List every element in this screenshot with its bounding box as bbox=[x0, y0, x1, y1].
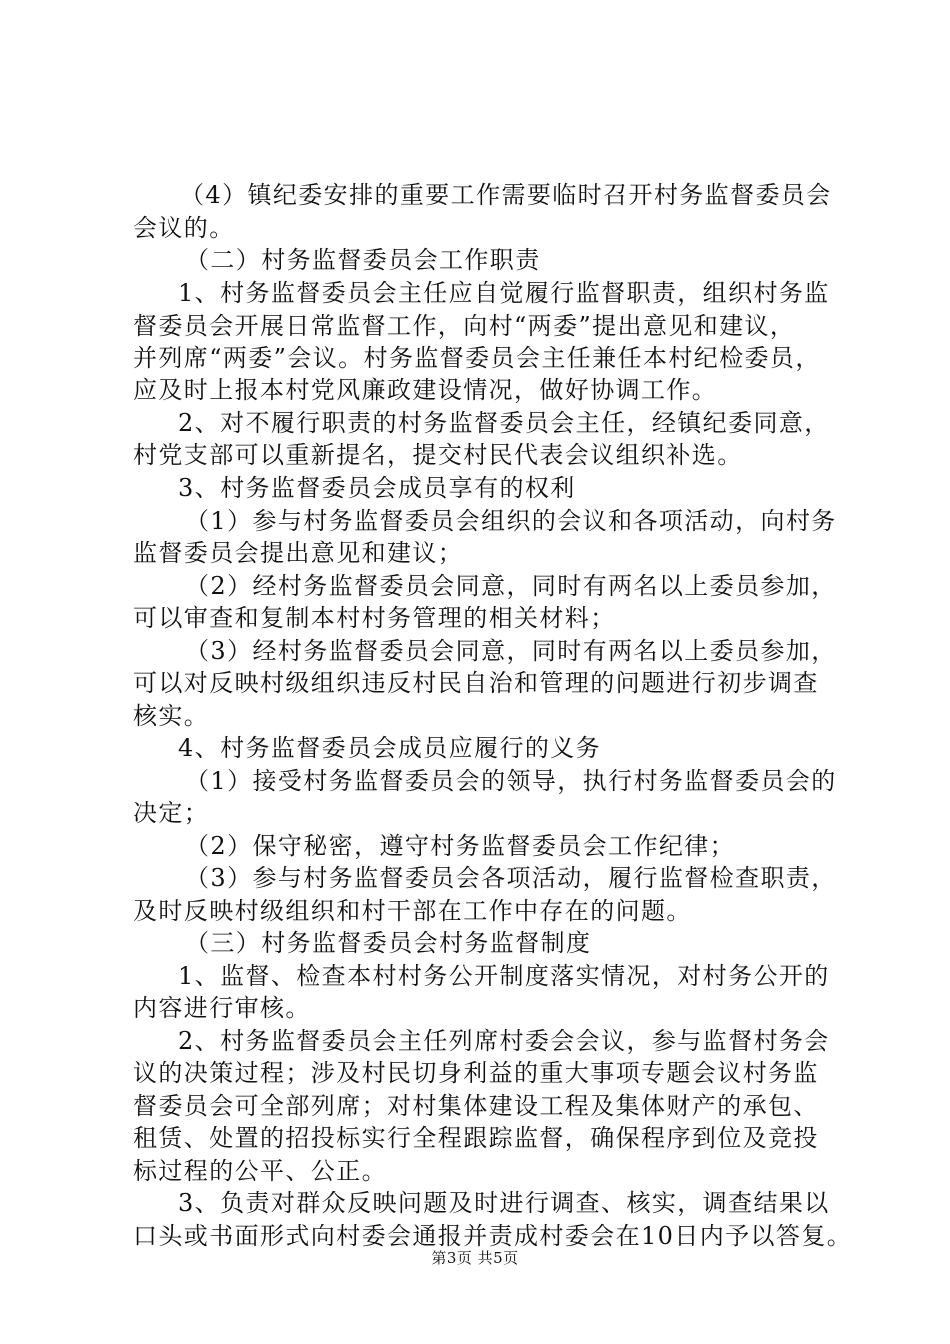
text-line: 内容进行审核。 bbox=[133, 994, 311, 1022]
text-line: 议的决策过程；涉及村民切身利益的重大事项专题会议村务监 bbox=[133, 1059, 819, 1087]
section-heading: （三）村务监督委员会村务监督制度 bbox=[185, 929, 592, 957]
text-line: 可以审查和复制本村村务管理的相关材料； bbox=[133, 604, 616, 632]
page-number-footer: 第3页 共5页 bbox=[431, 1249, 519, 1267]
text-line: 可以对反映村级组织违反村民自治和管理的问题进行初步调查 bbox=[133, 669, 819, 697]
text-line: 1、监督、检查本村村务公开制度落实情况，对村务公开的 bbox=[178, 962, 830, 990]
text-line: 督委员会开展日常监督工作，向村“两委”提出意见和建议， bbox=[133, 312, 796, 340]
text-line: 2、村务监督委员会主任列席村委会会议，参与监督村务会 bbox=[178, 1027, 830, 1055]
text-line: （4）镇纪委安排的重要工作需要临时召开村务监督委员会 bbox=[180, 181, 832, 209]
text-line: 4、村务监督委员会成员应履行的义务 bbox=[178, 734, 602, 762]
text-line: 并列席“两委”会议。村务监督委员会主任兼任本村纪检委员， bbox=[133, 344, 821, 372]
text-line: 租赁、处置的招投标实行全程跟踪监督，确保程序到位及竞投 bbox=[133, 1124, 819, 1152]
text-line: 口头或书面形式向村委会通报并责成村委会在10日内予以答复。 bbox=[133, 1222, 853, 1250]
text-line: 应及时上报本村党风廉政建设情况，做好协调工作。 bbox=[133, 376, 718, 404]
text-line: （2）经村务监督委员会同意，同时有两名以上委员参加， bbox=[185, 572, 837, 600]
text-line: （3）经村务监督委员会同意，同时有两名以上委员参加， bbox=[185, 637, 837, 665]
text-line: （2）保守秘密，遵守村务监督委员会工作纪律； bbox=[185, 832, 736, 860]
text-line: （3）参与村务监督委员会各项活动，履行监督检查职责， bbox=[185, 864, 837, 892]
text-line: 督委员会可全部列席；对村集体建设工程及集体财产的承包、 bbox=[133, 1092, 819, 1120]
text-line: 3、负责对群众反映问题及时进行调查、核实，调查结果以 bbox=[178, 1189, 830, 1217]
text-line: 标过程的公平、公正。 bbox=[133, 1157, 387, 1185]
text-line: 及时反映村级组织和村干部在工作中存在的问题。 bbox=[133, 897, 692, 925]
text-line: 2、对不履行职责的村务监督委员会主任，经镇纪委同意， bbox=[178, 409, 830, 437]
text-line: 核实。 bbox=[133, 702, 210, 730]
text-line: （1）接受村务监督委员会的领导，执行村务监督委员会的 bbox=[185, 767, 837, 795]
text-line: 村党支部可以重新提名，提交村民代表会议组织补选。 bbox=[133, 441, 743, 469]
text-line: 决定； bbox=[133, 799, 210, 827]
text-line: 1、村务监督委员会主任应自觉履行监督职责，组织村务监 bbox=[178, 279, 830, 307]
text-line: 会议的。 bbox=[133, 214, 235, 242]
section-heading: （二）村务监督委员会工作职责 bbox=[185, 246, 541, 274]
text-line: 3、村务监督委员会成员享有的权利 bbox=[178, 474, 576, 502]
text-line: （1）参与村务监督委员会组织的会议和各项活动，向村务 bbox=[185, 507, 837, 535]
text-line: 监督委员会提出意见和建议； bbox=[133, 539, 464, 567]
